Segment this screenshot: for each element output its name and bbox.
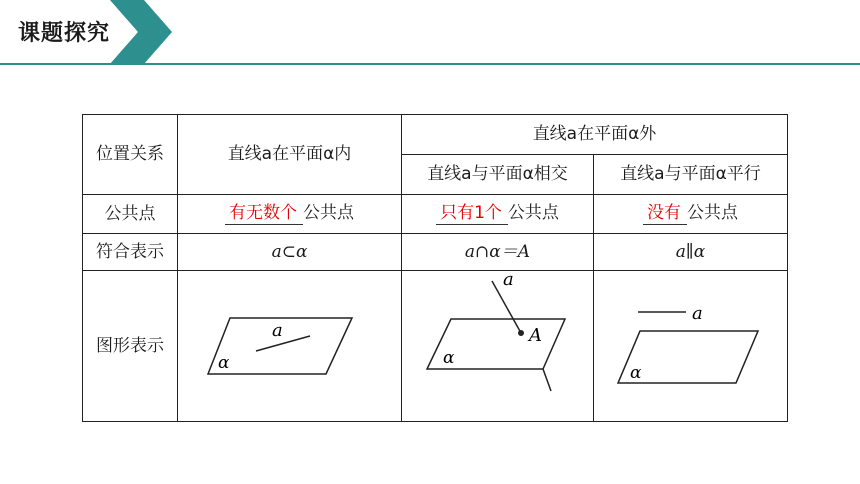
figure-line-in-plane [180,286,400,406]
row-label-figure: 图形表示 [83,271,178,422]
col-header-parallel [594,155,788,195]
plane-label: α [442,348,454,368]
notation-in: a⊂α [178,234,402,271]
col-header-parallel-text: 直线a与平面α平行 [620,164,761,185]
plane-label: α [217,353,229,373]
col-header-intersect-text: 直线a与平面α相交 [427,164,568,185]
row-label-common-points: 公共点 [83,195,178,234]
chevron-icon [110,0,180,66]
suffix-intersect: 公共点 [507,203,559,224]
col-header-in-plane-text: 直线a在平面α内 [227,144,352,165]
point-label: A [528,325,542,346]
point-A [518,330,524,336]
notation-parallel: a∥α [594,234,788,271]
page-title: 课题探究 [18,21,111,46]
col-header-outside-plane [402,115,788,155]
line-label: a [502,271,514,290]
answer-intersect: 只有1个 [436,203,508,224]
suffix-parallel: 公共点 [687,203,738,224]
cell-common-in [178,195,402,234]
header-divider [0,63,860,65]
figure-line-intersect-plane [403,271,593,421]
relation-table [82,114,788,422]
col-header-intersect [402,155,594,195]
answer-parallel: 没有 [643,203,687,224]
line-a [256,336,310,351]
figure-intersect-cell [402,271,594,422]
figure-line-parallel-plane [596,286,786,406]
col-header-outside-plane-text: 直线a在平面α外 [532,124,657,145]
col-header-in-plane [178,115,402,195]
header [0,0,860,70]
suffix-in: 公共点 [303,203,354,224]
cell-common-intersect [402,195,594,234]
figure-in-cell [178,271,402,422]
figure-parallel-cell [594,271,788,422]
notation-intersect: a∩α＝A [402,234,594,271]
plane-label: α [629,363,641,383]
row-label-notation: 符合表示 [83,234,178,271]
line-a-lower [543,369,551,391]
answer-in: 有无数个 [225,203,303,224]
line-label: a [691,303,703,324]
cell-common-parallel [594,195,788,234]
row-header-position: 位置关系 [83,115,178,195]
line-label: a [271,320,283,341]
